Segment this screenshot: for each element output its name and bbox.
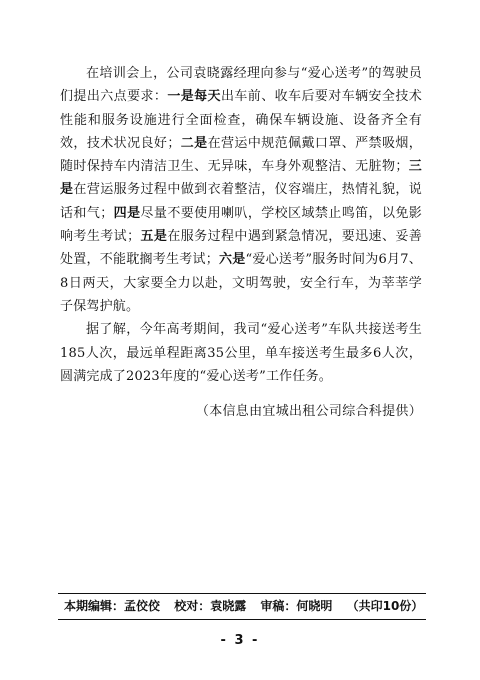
article-body	[60, 62, 422, 388]
ordinal-marker: 三是	[60, 159, 423, 198]
editor-credit: 本期编辑：孟佼佼	[64, 599, 161, 613]
text-run: 在营运中规范佩戴口罩、严禁吸烟，随时保持车内清洁卫生、无异味，车身外观整洁、无脏物；	[60, 135, 422, 175]
text-run: 尽量不要使用喇叭，学校区域禁止鸣笛，以免影响考生考试；	[60, 205, 422, 245]
page-number: - 3 -	[220, 633, 260, 648]
print-copies: （共印10份）	[346, 599, 424, 613]
text-run: 在营运服务过程中做到衣着整洁，仪容端庄，热情礼貌，说话和气；	[60, 182, 423, 221]
ordinal-marker: 四是	[113, 205, 141, 221]
footer-divider-top	[58, 593, 426, 594]
ordinal-marker: 一是每天	[167, 89, 221, 105]
paragraph-requirements	[60, 62, 422, 318]
reviewer-credit: 审稿：何晓明	[260, 599, 333, 613]
proofreader-credit: 校对：袁晓露	[174, 599, 247, 613]
text-run: 出车前、收车后要对车辆安全技术性能和服务设施进行全面检查，确保车辆设施、设备齐全有效，技术状况良好；	[60, 89, 422, 151]
paragraph-summary: 据了解，今年高考期间，我司“爱心送考”车队共接送考生185人次，最远单程距离35公里，单车接送考生最多6人次，圆满完成了2023年度的“爱心送考”工作任务。	[60, 322, 422, 384]
ordinal-marker: 二是	[180, 135, 208, 151]
text-run: 在培训会上，公司袁晓露经理向参与“爱心送考”的驾驶员们提出六点要求：	[60, 66, 422, 105]
ordinal-marker: 五是	[140, 229, 168, 245]
footer-divider-bottom	[58, 619, 426, 620]
ordinal-marker: 六是	[218, 252, 246, 268]
text-run: “爱心送考”服务时间为6月7、8日两天，大家要全力以赴，文明驾驶，安全行车，为莘莘学子保驾护航。	[60, 252, 422, 314]
text-run: 在服务过程中遇到紧急情况，要迅速、妥善处置，不能耽搁考生考试；	[60, 229, 422, 268]
credits-line	[64, 597, 426, 614]
source-note: （本信息由宜城出租公司综合科提供）	[195, 404, 422, 419]
